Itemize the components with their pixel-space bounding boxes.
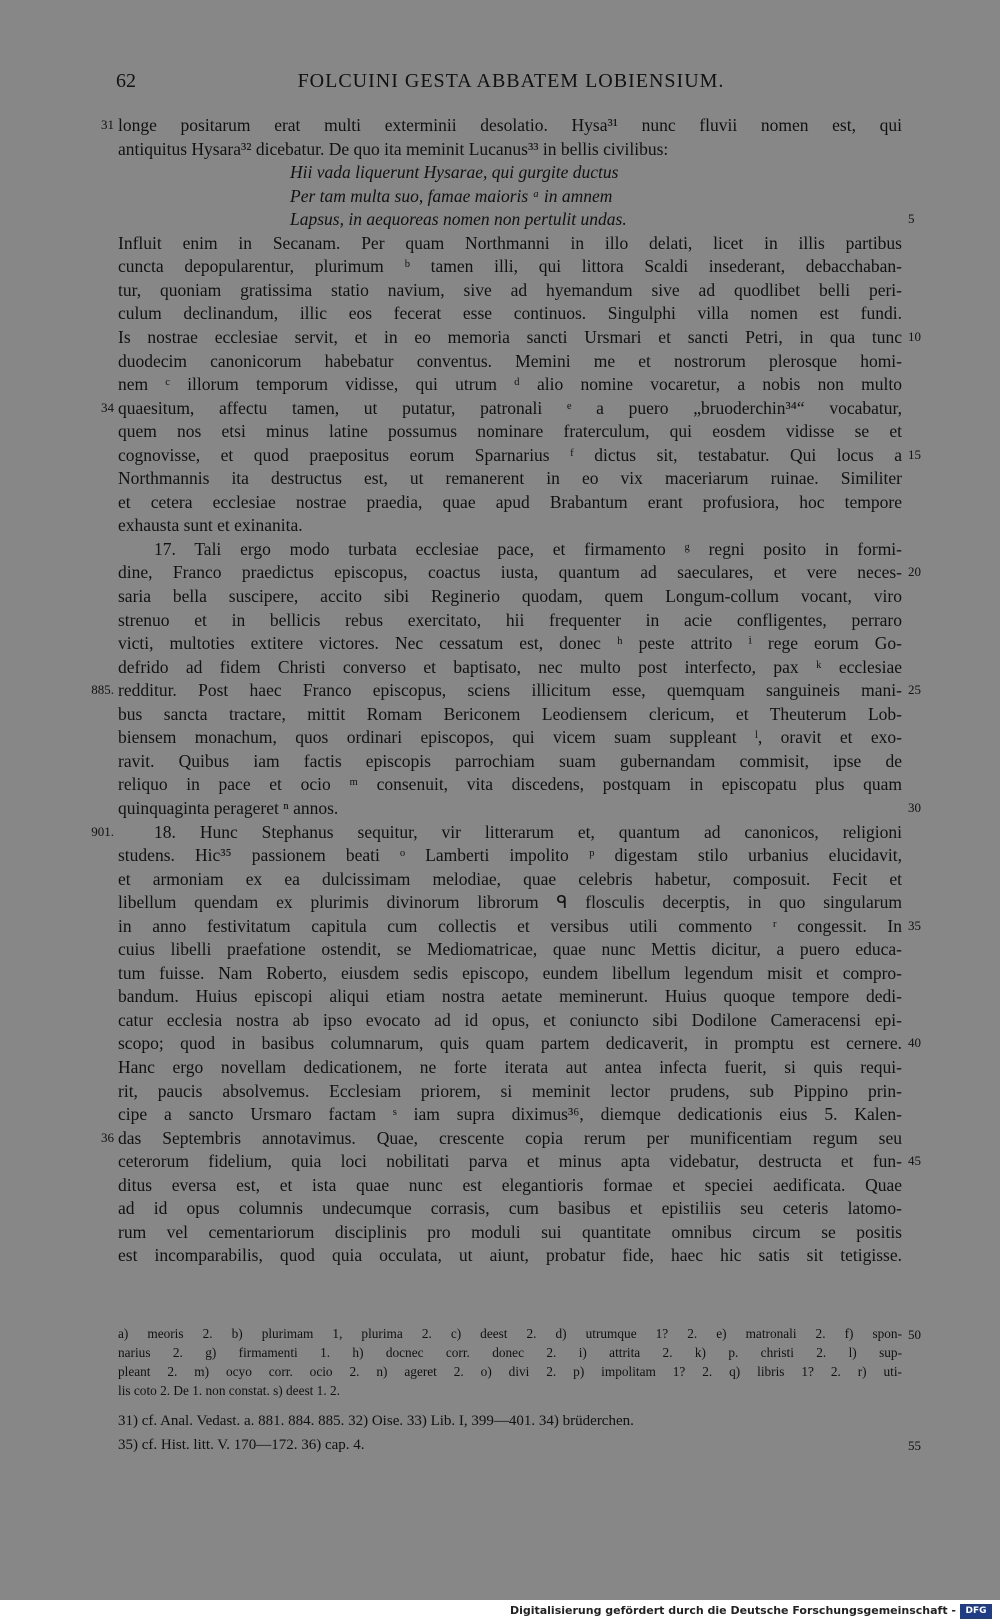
text-line: strenuo et in bellicis rebus exercitato, hii frequenter in acie confligentes, perraro (118, 609, 902, 630)
line-number: 55 (908, 1438, 921, 1453)
apparatus-line: a) meoris 2. b) plurimam 1, plurima 2. c) deest 2. d) utrumque 1? 2. e) matronali 2. f) spon- (118, 1326, 902, 1341)
text-line: defrido ad fidem Christi converso et baptisato, nec multo post interfecto, pax ᵏ ecclesiae (118, 656, 902, 677)
text-line: cuncta depopularentur, plurimum ᵇ tamen illi, qui littora Scaldi insederant, debacchaban- (118, 256, 902, 277)
text-line: longe positarum erat multi exterminii desolatio. Hysa³¹ nunc fluvii nomen est, qui (118, 115, 902, 135)
text-line: Influit enim in Secanam. Per quam Northmanni in illo delati, licet in illis partibus (118, 232, 902, 253)
text-line: catur ecclesia nostra ab ipso evocato ad id opus, et coniuncto sibi Dodilone Cameracensi epi- (118, 1009, 902, 1030)
page-number: 62 (116, 70, 136, 92)
text-line: et cetera ecclesiae nostrae praedia, quae apud Brabantum erant profusiora, hoc tempore (118, 491, 902, 512)
footnote-line: 35) cf. Hist. litt. V. 170—172. 36) cap. 4. (118, 1437, 365, 1453)
footer-bar (0, 1600, 1000, 1624)
text-line: redditur. Post haec Franco episcopus, sciens illicitum esse, quemquam sanguineis mani- (118, 680, 902, 701)
line-number: 45 (908, 1153, 921, 1169)
margin-note-left: 31 (101, 117, 114, 132)
verse-line: Hii vada liquerunt Hysarae, qui gurgite ductus (290, 162, 619, 183)
text-line: tum fuisse. Nam Roberto, eiusdem sedis episcopo, eundem libellum legendum misit et compro- (118, 962, 902, 983)
text-line: ad id opus columnis undecumque corrasis, cum basibus et epistiliis seu ceteris latomo- (118, 1198, 902, 1219)
verse-line: Per tam multa suo, famae maioris ᵃ in amnem (290, 185, 613, 206)
margin-note-left: 34 (101, 399, 114, 415)
apparatus-line: pleant 2. m) ocyo corr. ocio 2. n) ageret 2. o) divi 2. p) impolitam 1? 2. q) libris 1? 2. r) uti- (118, 1364, 902, 1379)
text-line: dine, Franco praedictus episcopus, coactus iusta, quantum ad saeculares, et vere neces- (118, 562, 902, 583)
text-line: ravit. Quibus iam factis episcopis parrochiam suam gubernandam commisit, ipse de (118, 750, 902, 771)
text-line: Northmannis ita destructus est, ut remanerent in eo vix maceriarum ruinae. Similiter (118, 468, 902, 489)
line-number: 20 (908, 564, 921, 580)
line-number: 25 (908, 682, 921, 698)
text-line: nem ᶜ illorum temporum vidisse, qui utrum ᵈ alio nomine vocaretur, a nobis non multo (118, 374, 902, 395)
margin-note-left: 885. (91, 682, 114, 698)
text-line: et armoniam ex ea dulcissimam melodiae, quae celebris habetur, composuit. Fecit et (118, 868, 902, 889)
text-line: quinquaginta perageret ⁿ annos. (118, 797, 339, 818)
line-number: 40 (908, 1035, 921, 1051)
text-line: quem nos etsi minus latine possumus nominare fraterculum, qui eosdem vidisse se et (118, 421, 902, 442)
text-line: 18. Hunc Stephanus sequitur, vir litterarum et, quantum ad canonicos, religioni (154, 821, 902, 842)
text-line: cognovisse, et quod praepositus eorum Sparnarius ᶠ dictus sit, testabatur. Qui locus a (118, 444, 902, 465)
line-number: 50 (908, 1327, 921, 1342)
line-number: 5 (908, 211, 915, 227)
margin-note-left: 901. (91, 823, 114, 839)
text-line: Hanc ergo novellam dedicationem, ne forte iterata aut antea infecta fuerit, si quis requi- (118, 1057, 902, 1077)
text-line: reliquo in pace et ocio ᵐ consenuit, vita discedens, postquam in episcopatu plus quam (118, 774, 902, 795)
text-line: in anno festivitatum capitula cum collectis et versibus utili commento ʳ congessit. In (118, 915, 902, 936)
text-line: ceterorum fidelium, quia loci nobilitati parva et minus apta videbatur, destructa et fun- (118, 1151, 902, 1172)
text-line: est incomparabilis, quod quia occulata, ut aiunt, probatur fide, haec hic satis sit tetigisse. (118, 1245, 902, 1266)
text-line: saria bella suscipere, accito sibi Reginerio quodam, quem Longum-collum vocant, viro (118, 586, 902, 606)
dfg-logo: DFG (960, 1604, 992, 1619)
text-line: das Septembris annotavimus. Quae, crescente copia rerum per munificentiam regum seu (118, 1127, 902, 1148)
text-line: victi, multoties extitere victores. Nec cessatum est, donec ʰ peste attrito ⁱ rege eorum Go- (118, 633, 902, 654)
text-line: Is nostrae ecclesiae servit, et in eo memoria sancti Ursmari et sancti Petri, in qua tunc (118, 326, 902, 347)
text-line: antiquitus Hysara³² dicebatur. De quo ita meminit Lucanus³³ in bellis civilibus: (118, 138, 669, 159)
running-title: FOLCUINI GESTA ABBATEM LOBIENSIUM. (297, 70, 725, 92)
text-line: scopo; quod in basibus columnarum, quis quam partem dedicaverit, in promptu est cernere. (118, 1033, 902, 1054)
text-line: libellum quendam ex plurimis divinorum librorum ᑫ flosculis decerptis, in quo singularum (118, 892, 902, 913)
text-line: studens. Hic³⁵ passionem beati ᵒ Lamberti impolito ᵖ digestam stilo urbanius elucidavit, (118, 845, 902, 866)
footnote-line: 31) cf. Anal. Vedast. a. 881. 884. 885. 32) Oise. 33) Lib. I, 399—401. 34) brüderchen. (118, 1413, 634, 1429)
text-line: ditus eversa est, et ista quae nunc est elegantioris formae et speciei aedificata. Quae (118, 1174, 902, 1195)
apparatus-line: narius 2. g) firmamenti 1. h) docnec corr. donec 2. i) attrita 2. k) p. christi 2. l) sup- (118, 1345, 902, 1360)
text-line: 17. Tali ergo modo turbata ecclesiae pace, et firmamento ᵍ regni posito in formi- (154, 538, 902, 559)
text-line: biensem monachum, quos ordinari episcopos, qui vicem suam suppleant ˡ, oravit et exo- (118, 727, 902, 748)
line-number: 35 (908, 917, 921, 933)
text-line: rum vel cementariorum disciplinis pro moduli sui quantitate omnibus circum se positis (118, 1221, 902, 1242)
text-line: rit, paucis absolvemus. Ecclesiam priorem, si meminit lector prudens, sub Pippino prin- (118, 1080, 902, 1101)
text-line: cuius libelli praefatione ostendit, se Mediomatricae, quae nunc Mettis dicitur, a puero educa- (118, 939, 902, 960)
verse-line: Lapsus, in aequoreas nomen non pertulit undas. (290, 209, 627, 230)
line-number: 10 (908, 328, 921, 344)
margin-note-left: 36 (101, 1129, 114, 1145)
text-line: exhausta sunt et exinanita. (118, 515, 303, 536)
text-line: bandum. Huius episcopi aliqui etiam nostra aetate meminerunt. Huius quoque tempore dedi- (118, 986, 902, 1007)
text-line: bus sancta tractare, mittit Romam Bericonem Leodiensem clericum, et Theuterum Lob- (118, 703, 902, 724)
apparatus-line: lis coto 2. De 1. non constat. s) deest 1. 2. (118, 1383, 340, 1398)
text-line: quaesitum, affectu tamen, ut putatur, patronali ᵉ a puero „bruoderchin³⁴“ vocabatur, (118, 397, 902, 418)
text-line: duodecim canonicorum habebatur conventus. Memini me et nostrorum plerosque homi- (118, 350, 902, 371)
text-line: culum declinandum, illic eos fecerat esse continuos. Singulphi villa nomen est fundi. (118, 303, 902, 324)
page-header (116, 66, 906, 96)
text-line: cipe a sancto Ursmaro factam ˢ iam supra diximus³⁶, diemque dedicationis eius 5. Kalen- (118, 1104, 902, 1125)
funding-note: Digitalisierung gefördert durch die Deutsche Forschungsgemeinschaft - (509, 1604, 956, 1617)
line-number: 30 (908, 799, 921, 815)
line-number: 15 (908, 446, 921, 462)
text-line: tur, quoniam gratissima statio navium, sive ad hyemandum sive ad quodlibet belli peri- (118, 279, 902, 300)
